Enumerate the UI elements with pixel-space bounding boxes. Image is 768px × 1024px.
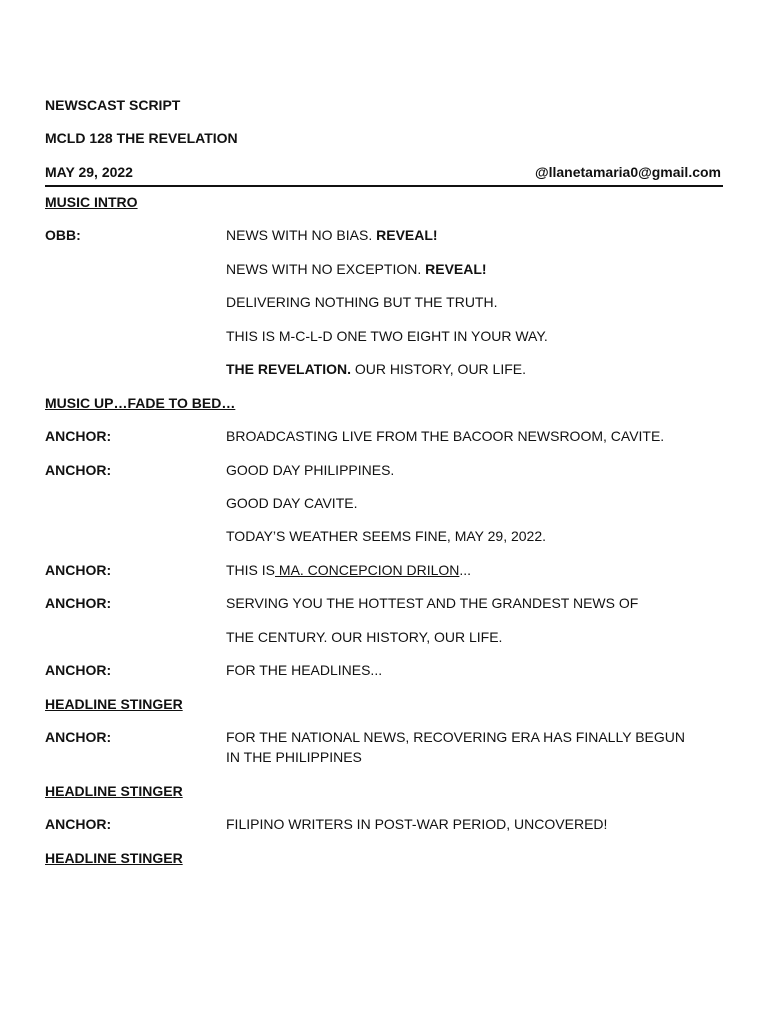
anchor-line-3-prefix: THIS IS bbox=[226, 562, 276, 578]
anchor-line-5: FOR THE HEADLINES... bbox=[226, 662, 383, 678]
speaker-label-obb: OBB: bbox=[45, 227, 81, 243]
speaker-label-anchor: ANCHOR: bbox=[45, 428, 112, 444]
obb-line-5 bbox=[226, 360, 526, 378]
anchor-line-1: BROADCASTING LIVE FROM THE BACOOR NEWSROOM, CAVITE. bbox=[226, 428, 665, 444]
obb-line-2-emphasis: REVEAL! bbox=[425, 261, 487, 277]
cue-headline-stinger: HEADLINE STINGER bbox=[45, 850, 183, 866]
speaker-label-anchor: ANCHOR: bbox=[45, 662, 112, 678]
speaker-label-anchor: ANCHOR: bbox=[45, 462, 112, 478]
obb-line-2-text: NEWS WITH NO EXCEPTION. bbox=[226, 261, 426, 277]
cue-headline-stinger: HEADLINE STINGER bbox=[45, 783, 183, 799]
anchor-line-4b: THE CENTURY. OUR HISTORY, OUR LIFE. bbox=[226, 629, 503, 645]
obb-line-3: DELIVERING NOTHING BUT THE TRUTH. bbox=[226, 294, 498, 310]
obb-line-1 bbox=[226, 226, 438, 244]
anchor-line-2c: TODAY’S WEATHER SEEMS FINE, MAY 29, 2022. bbox=[226, 528, 547, 544]
anchor-line-3-suffix: ... bbox=[459, 562, 472, 578]
speaker-label-anchor: ANCHOR: bbox=[45, 595, 112, 611]
speaker-label-anchor: ANCHOR: bbox=[45, 562, 112, 578]
obb-line-1-text: NEWS WITH NO BIAS. bbox=[226, 227, 377, 243]
speaker-label-anchor: ANCHOR: bbox=[45, 816, 112, 832]
obb-line-5-emphasis: THE REVELATION. bbox=[226, 361, 351, 377]
obb-line-5-text: OUR HISTORY, OUR LIFE. bbox=[350, 361, 527, 377]
doc-date: MAY 29, 2022 bbox=[45, 164, 133, 180]
obb-line-1-emphasis: REVEAL! bbox=[376, 227, 438, 243]
speaker-label-anchor: ANCHOR: bbox=[45, 729, 112, 745]
cue-headline-stinger: HEADLINE STINGER bbox=[45, 696, 183, 712]
author-email: @llanetamaria0@gmail.com bbox=[534, 164, 721, 180]
obb-line-2 bbox=[226, 260, 487, 278]
anchor-line-7: FILIPINO WRITERS IN POST-WAR PERIOD, UNCOVERED! bbox=[226, 816, 608, 832]
anchor-line-3 bbox=[226, 561, 471, 579]
obb-line-4: THIS IS M-C-L-D ONE TWO EIGHT IN YOUR WAY. bbox=[226, 328, 548, 344]
course-title: MCLD 128 THE REVELATION bbox=[45, 130, 238, 146]
anchor-line-6: FOR THE NATIONAL NEWS, RECOVERING ERA HAS FINALLY BEGUN IN THE PHILIPPINES bbox=[226, 729, 685, 765]
doc-title: NEWSCAST SCRIPT bbox=[45, 97, 181, 113]
cue-music-up: MUSIC UP…FADE TO BED… bbox=[45, 395, 236, 411]
anchor-line-4a: SERVING YOU THE HOTTEST AND THE GRANDEST NEWS OF bbox=[226, 595, 639, 611]
anchor-line-2a: GOOD DAY PHILIPPINES. bbox=[226, 462, 395, 478]
header-divider bbox=[45, 185, 723, 187]
cue-music-intro: MUSIC INTRO bbox=[45, 194, 138, 210]
anchor-name: MA. CONCEPCION DRILON bbox=[275, 562, 460, 578]
anchor-line-2b: GOOD DAY CAVITE. bbox=[226, 495, 358, 511]
